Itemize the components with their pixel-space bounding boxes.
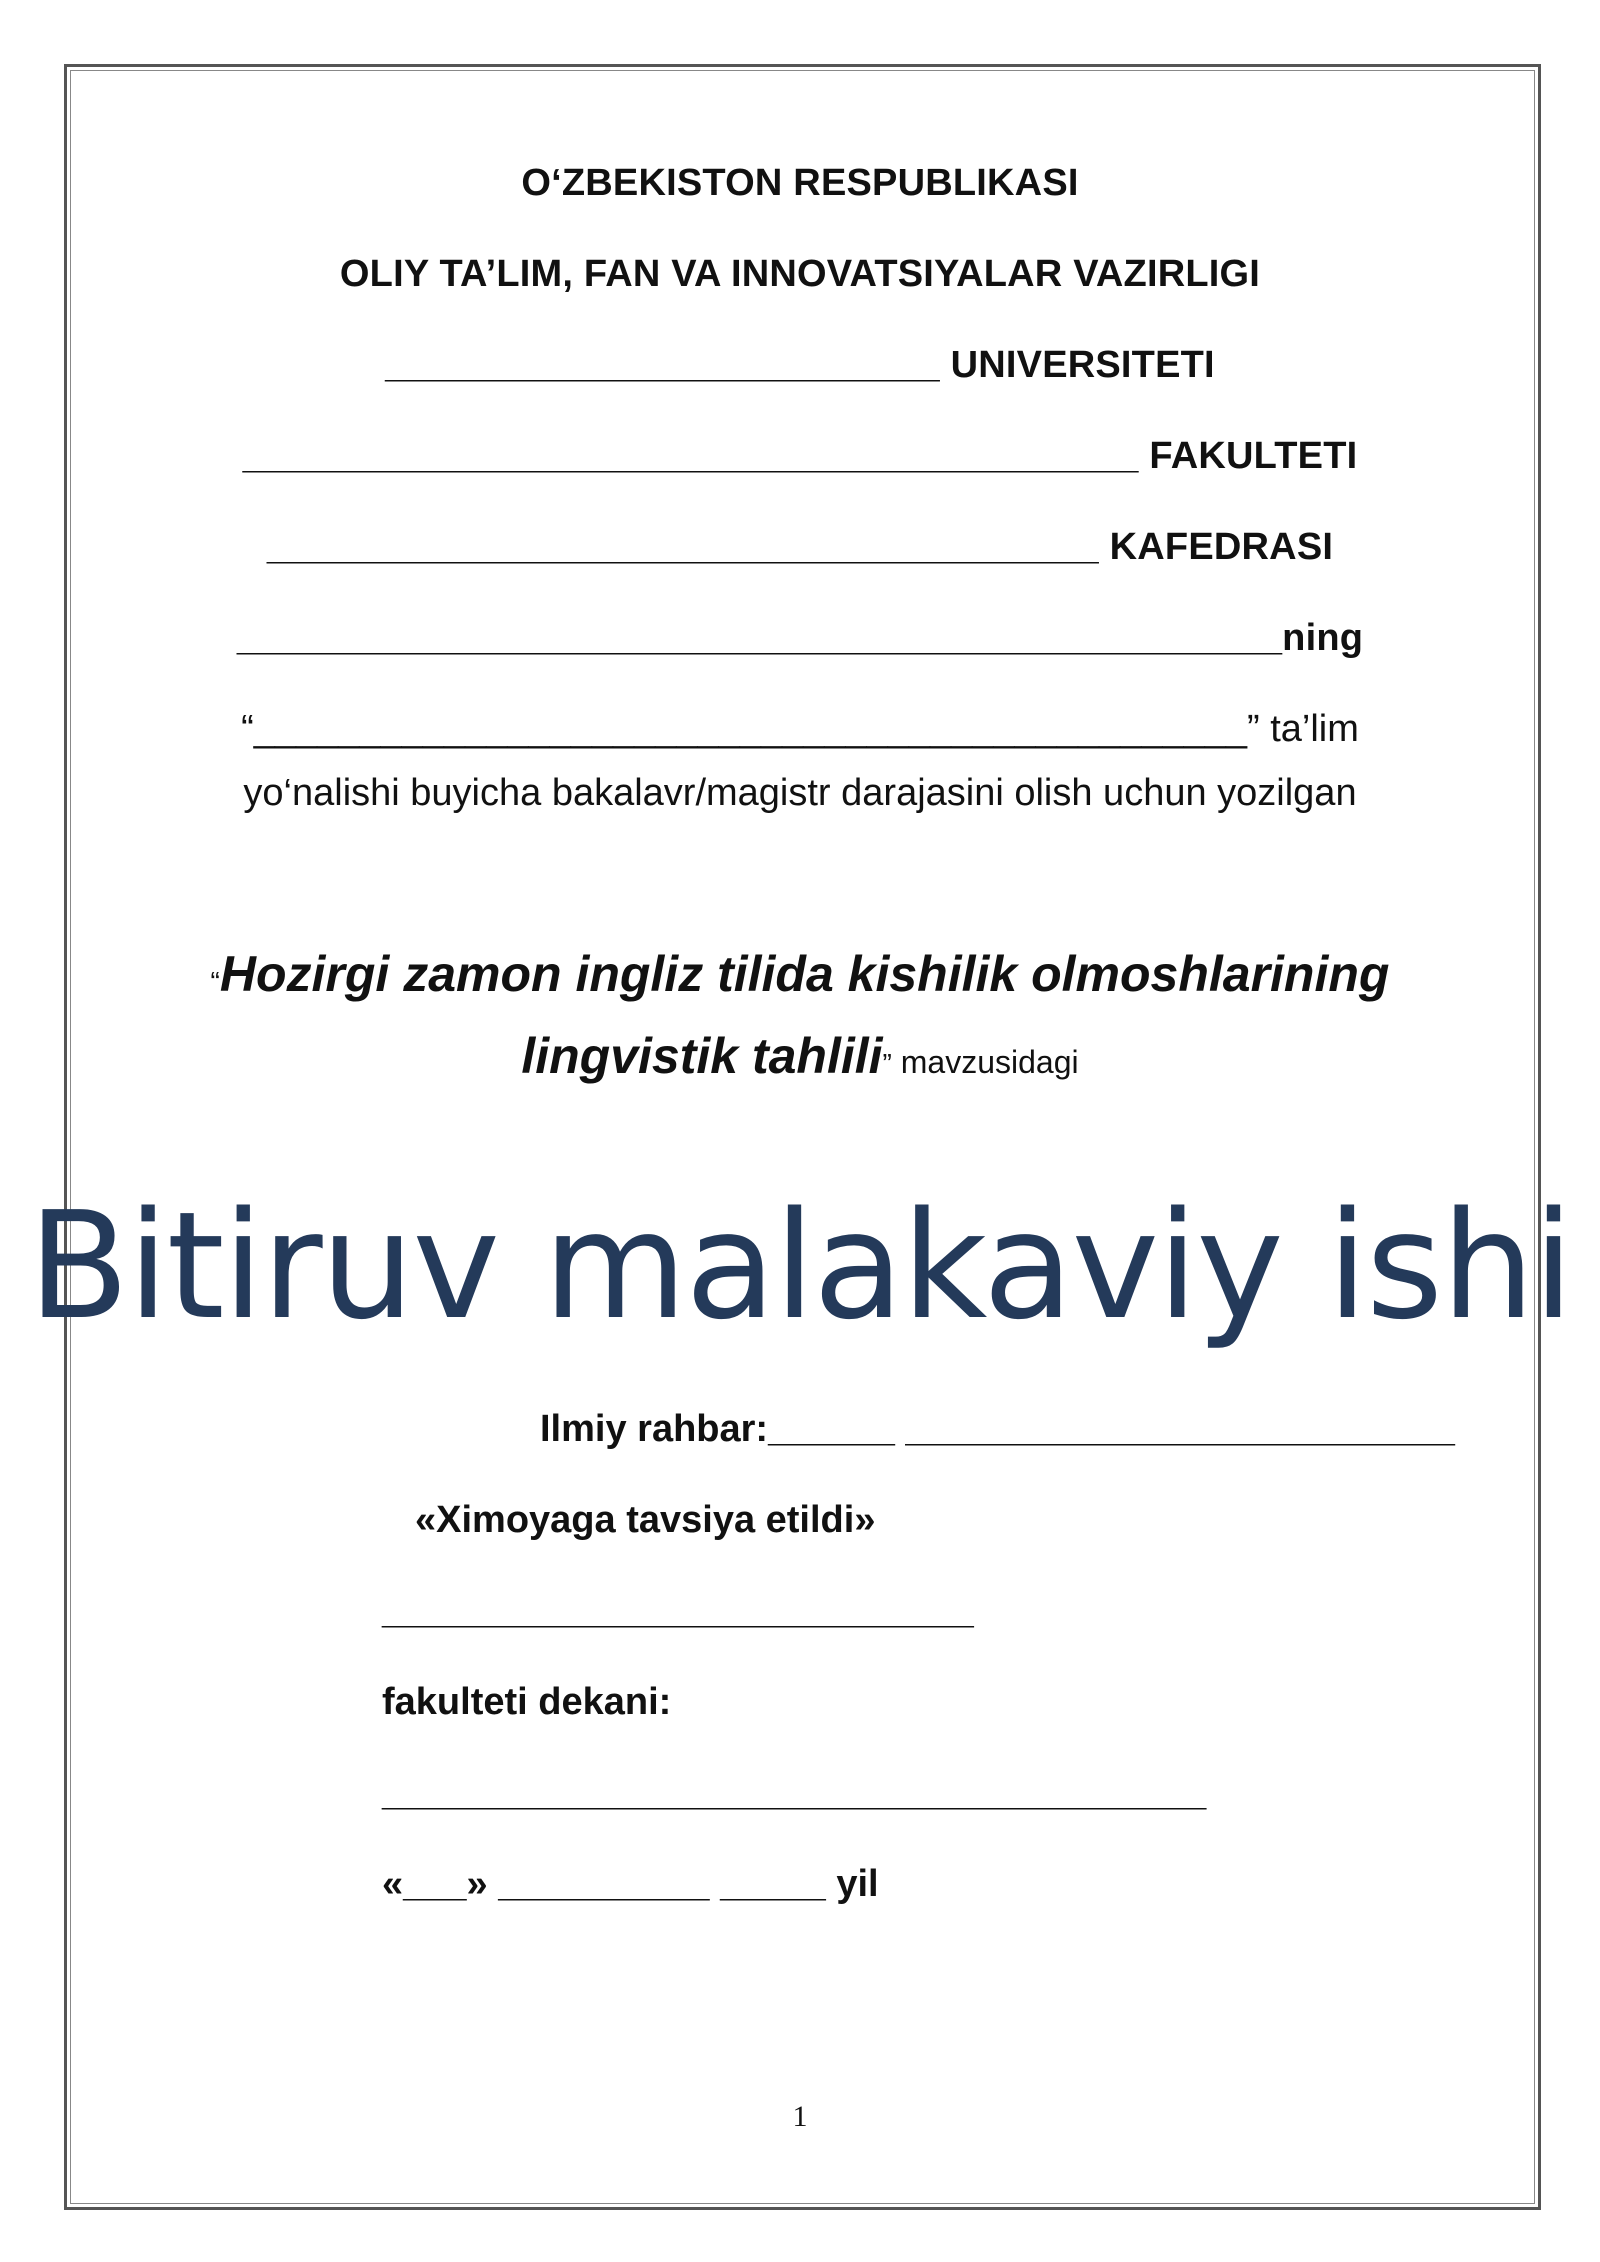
department-line: _______________________________________ KAFEDRASI <box>266 526 1334 568</box>
topic-suffix: mavzusidagi <box>891 1044 1079 1080</box>
direction-line: “_______________________________________________” ta’lim <box>241 708 1359 750</box>
topic-text-1: Hozirgi zamon ingliz tilida kishilik olmoshlarining <box>219 946 1390 1002</box>
student-name-line: _________________________________________________ning <box>236 617 1364 659</box>
supervisor-line: Ilmiy rahbar:______ __________________________ <box>540 1408 1455 1450</box>
degree-purpose-line: yo‘nalishi buyicha bakalavr/magistr darajasini olish uchun yozilgan <box>243 772 1357 814</box>
dean-label: fakulteti dekani: <box>382 1681 672 1723</box>
date-line: «___» __________ _____ yil <box>382 1863 879 1905</box>
work-title: Bitiruv malakaviy ishi <box>27 1180 1573 1352</box>
recommended-label: «Ximoyaga tavsiya etildi» <box>415 1499 876 1541</box>
page-number: 1 <box>792 2100 808 2133</box>
topic-line-2 <box>0 1027 1600 1085</box>
topic-text-2: lingvistik tahlili <box>521 1028 883 1084</box>
signature-blank-2: _______________________________________ <box>382 1772 1207 1814</box>
university-line: __________________________ UNIVERSITETI <box>385 344 1215 386</box>
republic-heading: O‘ZBEKISTON RESPUBLIKASI <box>521 162 1079 204</box>
topic-open-quote: “ <box>210 966 220 997</box>
signature-blank-1: ____________________________ <box>382 1590 974 1632</box>
topic-line-1 <box>0 945 1600 1003</box>
topic-close-quote: ” <box>882 1048 892 1079</box>
faculty-line: __________________________________________ FAKULTETI <box>242 435 1358 477</box>
ministry-heading: OLIY TA’LIM, FAN VA INNOVATSIYALAR VAZIRLIGI <box>339 253 1261 295</box>
